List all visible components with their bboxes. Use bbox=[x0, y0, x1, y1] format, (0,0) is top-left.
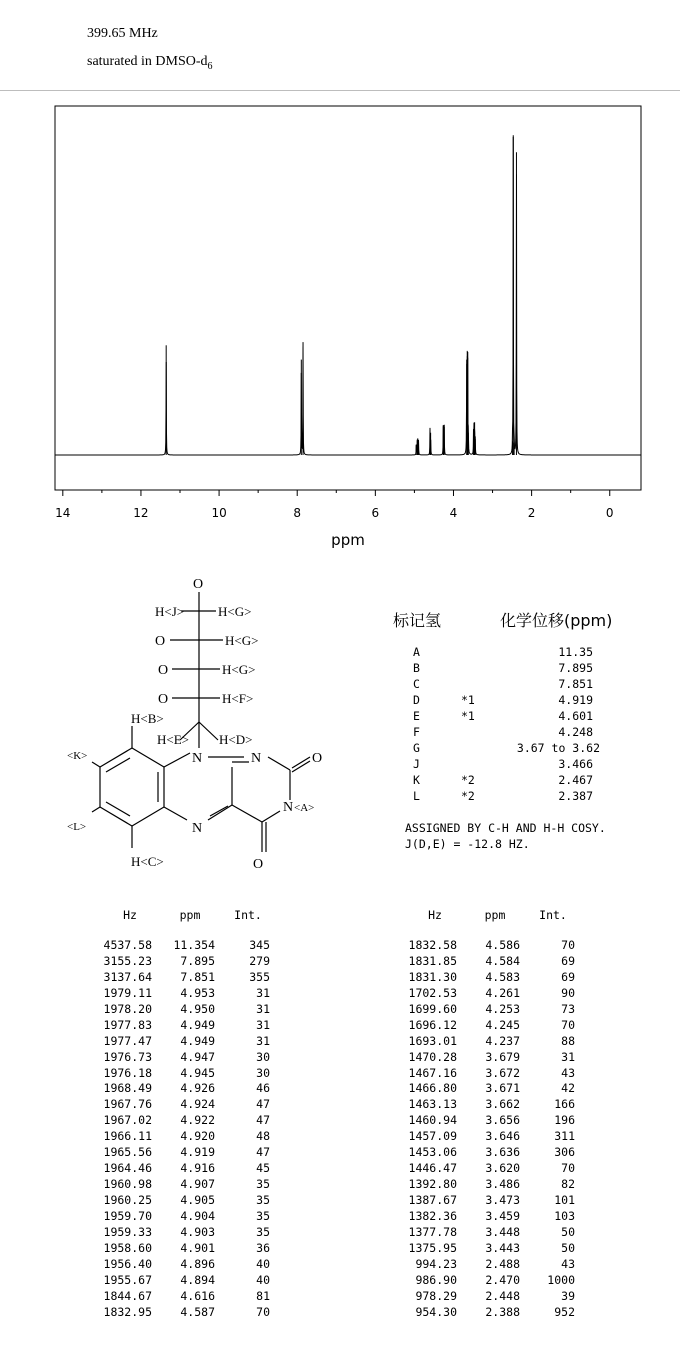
x-axis-ticks bbox=[55, 490, 613, 520]
peak-table-cell: 45 bbox=[256, 1161, 270, 1176]
assignment-row bbox=[413, 772, 593, 788]
peak-table-cell: 1000 bbox=[547, 1272, 575, 1287]
peak-table-cell: 3.646 bbox=[485, 1129, 520, 1144]
peak-table-cell: 4.950 bbox=[180, 1001, 215, 1016]
peak-table-row bbox=[90, 1305, 290, 1321]
peak-table-row bbox=[395, 1050, 595, 1066]
peak-table-row bbox=[90, 1161, 290, 1177]
peak-table-cell: 4.949 bbox=[180, 1017, 215, 1032]
peak-table-cell: 1387.67 bbox=[408, 1193, 457, 1207]
atom-o-top: O bbox=[193, 577, 204, 592]
peak-table-cell: 50 bbox=[561, 1240, 575, 1255]
assignment-row bbox=[413, 740, 600, 756]
peak-table-cell: 31 bbox=[256, 1001, 270, 1016]
label-h-b: H<B> bbox=[131, 711, 164, 726]
x-tick-label-8: 8 bbox=[293, 506, 302, 520]
peak-table-cell: 1699.60 bbox=[408, 1001, 457, 1016]
peak-table-cell: 994.23 bbox=[415, 1256, 457, 1271]
peak-table-cell: 279 bbox=[249, 953, 270, 968]
peak-table-row bbox=[395, 1177, 595, 1193]
nmr-spectrum bbox=[0, 100, 680, 560]
assignment-note: *1 bbox=[461, 693, 475, 707]
assignment-label: A bbox=[413, 645, 420, 659]
peak-table-row bbox=[395, 970, 595, 986]
peak-table-cell: 7.895 bbox=[180, 953, 215, 968]
atom-n-1: N bbox=[251, 751, 262, 766]
peak-table-cell: 4.587 bbox=[180, 1304, 215, 1319]
assignment-value: 11.35 bbox=[558, 645, 593, 659]
peak-table-right bbox=[395, 908, 595, 1321]
peak-table-cell: 70 bbox=[256, 1304, 270, 1319]
peak-table-cell: 1375.95 bbox=[408, 1240, 457, 1255]
peak-table-row bbox=[90, 1273, 290, 1289]
peak-table-cell: 2.470 bbox=[485, 1272, 520, 1287]
assignment-row bbox=[413, 724, 593, 740]
peak-table-cell: 166 bbox=[554, 1097, 575, 1112]
peak-table-cell: 3155.23 bbox=[103, 953, 152, 968]
atom-o-c4: O bbox=[253, 857, 264, 872]
peak-table-cell: 3.486 bbox=[485, 1177, 520, 1192]
peak-table-header-cell: Hz bbox=[428, 908, 442, 922]
peak-table-row bbox=[395, 1097, 595, 1113]
peak-table-row bbox=[90, 1066, 290, 1082]
peak-table-cell: 1377.78 bbox=[408, 1224, 457, 1239]
peak-table-cell: 47 bbox=[256, 1145, 270, 1160]
peak-table-cell: 978.29 bbox=[415, 1288, 457, 1303]
peak-table-row bbox=[90, 986, 290, 1002]
assignment-row bbox=[413, 660, 593, 676]
peak-table-cell: 82 bbox=[561, 1177, 575, 1192]
label-a: <A> bbox=[294, 802, 315, 814]
peak-table-cell: 3137.64 bbox=[103, 969, 152, 984]
peak-table-row bbox=[395, 938, 595, 954]
assignment-header-shift: 化学位移(ppm) bbox=[500, 611, 613, 630]
peak-table-row bbox=[90, 1193, 290, 1209]
peak-table-row bbox=[90, 1241, 290, 1257]
peak-table-row bbox=[395, 1305, 595, 1321]
assignment-row bbox=[413, 756, 593, 772]
peak-table-cell: 1967.02 bbox=[103, 1113, 152, 1128]
peak-table-cell: 3.448 bbox=[485, 1224, 520, 1239]
peak-table-cell: 1977.83 bbox=[103, 1017, 152, 1032]
peak-table-cell: 4.947 bbox=[180, 1049, 215, 1064]
assignment-row bbox=[413, 788, 593, 804]
assignment-value: 4.601 bbox=[558, 709, 593, 723]
assignment-label: E bbox=[413, 709, 420, 723]
peak-table-row bbox=[90, 1050, 290, 1066]
label-h-g-3: H<G> bbox=[222, 662, 256, 677]
peak-table-row bbox=[90, 1018, 290, 1034]
peak-table-row bbox=[90, 1209, 290, 1225]
peak-table-cell: 1696.12 bbox=[408, 1017, 457, 1032]
peak-table-cell: 1831.30 bbox=[408, 969, 457, 984]
peak-table-cell: 4.901 bbox=[180, 1240, 215, 1255]
peak-table-row bbox=[90, 1225, 290, 1241]
peak-table-cell: 40 bbox=[256, 1256, 270, 1271]
peak-table-cell: 1979.11 bbox=[103, 985, 152, 1000]
assignment-label: F bbox=[413, 725, 420, 739]
peak-table-row bbox=[395, 1034, 595, 1050]
assignment-label: K bbox=[413, 773, 420, 787]
peak-table-row bbox=[395, 1209, 595, 1225]
peak-table-row bbox=[90, 1002, 290, 1018]
peak-table-cell: 1832.95 bbox=[103, 1304, 152, 1319]
peak-table-row bbox=[90, 1034, 290, 1050]
label-k: <K> bbox=[67, 750, 88, 762]
peak-table-cell: 1467.16 bbox=[408, 1065, 457, 1080]
peak-table-row bbox=[395, 1289, 595, 1305]
peak-table-cell: 196 bbox=[554, 1113, 575, 1128]
assignment-value: 7.851 bbox=[558, 677, 593, 691]
peak-table-row bbox=[90, 1289, 290, 1305]
peak-table-cell: 4.907 bbox=[180, 1177, 215, 1192]
peak-table-cell: 70 bbox=[561, 1017, 575, 1032]
peak-table-cell: 42 bbox=[561, 1081, 575, 1096]
assignment-note-2: J(D,E) = -12.8 HZ. bbox=[405, 837, 530, 851]
peak-table-cell: 1844.67 bbox=[103, 1288, 152, 1303]
label-h-g-1: H<G> bbox=[218, 604, 252, 619]
peak-table-row bbox=[90, 1081, 290, 1097]
peak-table-cell: 35 bbox=[256, 1224, 270, 1239]
peak-table-cell: 1702.53 bbox=[408, 985, 457, 1000]
peak-table-cell: 1955.67 bbox=[103, 1272, 152, 1287]
assignment-row bbox=[413, 692, 593, 708]
spectrometer-frequency: 399.65 MHz bbox=[87, 26, 158, 41]
peak-table-cell: 1967.76 bbox=[103, 1097, 152, 1112]
peak-table-row bbox=[395, 1018, 595, 1034]
peak-table-cell: 1457.09 bbox=[408, 1129, 457, 1144]
peak-table-cell: 1976.18 bbox=[103, 1065, 152, 1080]
peak-table-cell: 1960.98 bbox=[103, 1177, 152, 1192]
peak-table-cell: 36 bbox=[256, 1240, 270, 1255]
peak-table-header bbox=[395, 908, 595, 938]
peak-table-cell: 35 bbox=[256, 1193, 270, 1207]
peak-table-cell: 50 bbox=[561, 1224, 575, 1239]
peak-table-row bbox=[90, 970, 290, 986]
x-tick-label-6: 6 bbox=[371, 506, 380, 520]
peak-table-row bbox=[395, 1113, 595, 1129]
peak-table-row bbox=[395, 1241, 595, 1257]
peak-table-cell: 3.636 bbox=[485, 1145, 520, 1160]
peak-table-cell: 1832.58 bbox=[408, 938, 457, 952]
peak-table-row bbox=[90, 1129, 290, 1145]
label-h-c: H<C> bbox=[131, 854, 164, 869]
peak-table-cell: 4.922 bbox=[180, 1113, 215, 1128]
peak-table-header-cell: Int. bbox=[234, 908, 262, 922]
peak-table-cell: 1976.73 bbox=[103, 1049, 152, 1064]
assignment-value: 2.387 bbox=[558, 789, 593, 803]
peak-table-row bbox=[395, 1193, 595, 1209]
peak-table-cell: 1453.06 bbox=[408, 1145, 457, 1160]
peak-table-header-cell: Hz bbox=[123, 908, 137, 922]
peak-table-cell: 31 bbox=[256, 1017, 270, 1032]
assignment-value: 7.895 bbox=[558, 661, 593, 675]
x-tick-label-10: 10 bbox=[211, 506, 227, 520]
peak-table-cell: 2.488 bbox=[485, 1256, 520, 1271]
peak-table-cell: 1966.11 bbox=[103, 1129, 152, 1144]
peak-table-cell: 1446.47 bbox=[408, 1161, 457, 1176]
peak-table-cell: 1959.70 bbox=[103, 1208, 152, 1223]
peak-table-cell: 3.662 bbox=[485, 1097, 520, 1112]
plot-frame bbox=[55, 106, 641, 490]
label-h-d: H<D> bbox=[219, 732, 253, 747]
atom-n-3: N bbox=[283, 800, 294, 815]
assignment-header-proton: 标记氢 bbox=[393, 611, 442, 630]
peak-table-cell: 311 bbox=[554, 1129, 575, 1144]
peak-table-cell: 69 bbox=[561, 953, 575, 968]
peak-table-cell: 30 bbox=[256, 1065, 270, 1080]
peak-table-cell: 3.443 bbox=[485, 1240, 520, 1255]
spectrum-trace bbox=[55, 135, 641, 455]
molecule-structure bbox=[60, 568, 360, 878]
peak-table-row bbox=[395, 1066, 595, 1082]
peak-table-header-cell: Int. bbox=[539, 908, 567, 922]
assignment-label: D bbox=[413, 693, 420, 707]
peak-table-row bbox=[90, 1113, 290, 1129]
peak-table-cell: 1831.85 bbox=[408, 953, 457, 968]
peak-table-row bbox=[395, 1257, 595, 1273]
peak-table-cell: 4.920 bbox=[180, 1129, 215, 1144]
peak-table-cell: 73 bbox=[561, 1001, 575, 1016]
assignment-table bbox=[413, 644, 600, 804]
peak-table-row bbox=[90, 1145, 290, 1161]
peak-table-cell: 3.679 bbox=[485, 1049, 520, 1064]
assignment-label: L bbox=[413, 789, 420, 803]
peak-table-cell: 31 bbox=[561, 1049, 575, 1064]
peak-table-cell: 4.945 bbox=[180, 1065, 215, 1080]
peak-table-header bbox=[90, 908, 290, 938]
peak-table-cell: 3.656 bbox=[485, 1113, 520, 1128]
assignment-label: B bbox=[413, 661, 420, 675]
peak-table-row bbox=[395, 954, 595, 970]
peak-table-cell: 1959.33 bbox=[103, 1224, 152, 1239]
peak-table-cell: 69 bbox=[561, 969, 575, 984]
x-tick-label-14: 14 bbox=[55, 506, 71, 520]
peak-table-cell: 4.953 bbox=[180, 985, 215, 1000]
peak-table-cell: 4.261 bbox=[485, 985, 520, 1000]
peak-table-cell: 1964.46 bbox=[103, 1161, 152, 1176]
peak-table-cell: 1460.94 bbox=[408, 1113, 457, 1128]
peak-table-header-cell: ppm bbox=[179, 908, 201, 922]
peak-table-cell: 1392.80 bbox=[408, 1177, 457, 1192]
peak-table-row bbox=[395, 1081, 595, 1097]
peak-table-cell: 90 bbox=[561, 985, 575, 1000]
peak-table-cell: 43 bbox=[561, 1256, 575, 1271]
peak-table-cell: 35 bbox=[256, 1208, 270, 1223]
peak-table-cell: 81 bbox=[256, 1288, 270, 1303]
atom-o-c2: O bbox=[312, 751, 323, 766]
peak-table-cell: 103 bbox=[554, 1208, 575, 1223]
peak-table-row bbox=[395, 1145, 595, 1161]
peak-table-cell: 1965.56 bbox=[103, 1145, 152, 1160]
peak-table-cell: 11.354 bbox=[173, 938, 215, 952]
assignment-value: 3.67 to 3.62 bbox=[516, 741, 600, 755]
peak-table-row bbox=[90, 1097, 290, 1113]
peak-table-cell: 31 bbox=[256, 1033, 270, 1048]
atom-o-2: O bbox=[155, 634, 166, 649]
peak-table-cell: 4.924 bbox=[180, 1097, 215, 1112]
peak-table-cell: 1956.40 bbox=[103, 1256, 152, 1271]
peak-table-cell: 4.916 bbox=[180, 1161, 215, 1176]
peak-table-cell: 101 bbox=[554, 1193, 575, 1207]
peak-table-header-cell: ppm bbox=[484, 908, 506, 922]
peak-table-cell: 30 bbox=[256, 1049, 270, 1064]
label-h-f: H<F> bbox=[222, 691, 254, 706]
label-h-g-2: H<G> bbox=[225, 633, 259, 648]
peak-table-cell: 4.616 bbox=[180, 1288, 215, 1303]
peak-table-cell: 4.904 bbox=[180, 1208, 215, 1223]
peak-table-cell: 1382.36 bbox=[408, 1208, 457, 1223]
peak-table-cell: 986.90 bbox=[415, 1272, 457, 1287]
peak-table-cell: 1978.20 bbox=[103, 1001, 152, 1016]
peak-table-left bbox=[90, 908, 290, 1321]
peak-table-cell: 355 bbox=[249, 969, 270, 984]
peak-table-cell: 1968.49 bbox=[103, 1081, 152, 1096]
peak-table-cell: 3.672 bbox=[485, 1065, 520, 1080]
x-tick-label-4: 4 bbox=[449, 506, 458, 520]
assignment-label: J bbox=[413, 757, 420, 771]
peak-table-cell: 4.949 bbox=[180, 1033, 215, 1048]
peak-table-cell: 7.851 bbox=[180, 969, 215, 984]
assignment-value: 3.466 bbox=[558, 757, 593, 771]
peak-table-cell: 47 bbox=[256, 1097, 270, 1112]
peak-table-cell: 1466.80 bbox=[408, 1081, 457, 1096]
peak-table-cell: 4537.58 bbox=[103, 938, 152, 952]
peak-table-cell: 1960.25 bbox=[103, 1193, 152, 1207]
peak-table-cell: 4.903 bbox=[180, 1224, 215, 1239]
solvent-subscript: 6 bbox=[207, 60, 213, 72]
peak-table-row bbox=[395, 1002, 595, 1018]
peak-table-cell: 88 bbox=[561, 1033, 575, 1048]
peak-table-cell: 39 bbox=[561, 1288, 575, 1303]
peak-table-cell: 952 bbox=[554, 1304, 575, 1319]
peak-table-cell: 35 bbox=[256, 1177, 270, 1192]
peak-table-cell: 2.448 bbox=[485, 1288, 520, 1303]
peak-table-cell: 3.620 bbox=[485, 1161, 520, 1176]
peak-table-cell: 1693.01 bbox=[408, 1033, 457, 1048]
peak-table-cell: 31 bbox=[256, 985, 270, 1000]
assignment-label: G bbox=[413, 741, 420, 755]
peak-table-row bbox=[90, 954, 290, 970]
peak-table-row bbox=[90, 1257, 290, 1273]
assignment-value: 4.919 bbox=[558, 693, 593, 707]
assignment-note: *1 bbox=[461, 709, 475, 723]
peak-table-cell: 48 bbox=[256, 1129, 270, 1144]
label-h-e: H<E> bbox=[157, 732, 189, 747]
peak-table-cell: 4.584 bbox=[485, 953, 520, 968]
peak-table-cell: 3.671 bbox=[485, 1081, 520, 1096]
peak-table-cell: 3.473 bbox=[485, 1193, 520, 1207]
peak-table-cell: 345 bbox=[249, 938, 270, 952]
solvent-text: saturated in DMSO-d bbox=[87, 54, 208, 69]
peak-table-cell: 4.919 bbox=[180, 1145, 215, 1160]
atom-labels bbox=[67, 577, 322, 872]
peak-table-cell: 46 bbox=[256, 1081, 270, 1096]
header-divider bbox=[0, 90, 680, 91]
peak-table-row bbox=[90, 938, 290, 954]
atom-n-5: N bbox=[192, 821, 203, 836]
bond-lines bbox=[92, 592, 310, 852]
peak-table-cell: 43 bbox=[561, 1065, 575, 1080]
peak-table-cell: 306 bbox=[554, 1145, 575, 1160]
peak-table-cell: 4.894 bbox=[180, 1272, 215, 1287]
label-l: <L> bbox=[67, 821, 87, 833]
peak-table-cell: 3.459 bbox=[485, 1208, 520, 1223]
peak-table-cell: 4.237 bbox=[485, 1033, 520, 1048]
peak-table-row bbox=[90, 1177, 290, 1193]
peak-table-cell: 954.30 bbox=[415, 1304, 457, 1319]
peak-table-cell: 4.245 bbox=[485, 1017, 520, 1032]
assignment-value: 2.467 bbox=[558, 773, 593, 787]
assignment-note: *2 bbox=[461, 789, 475, 803]
peak-table-cell: 1958.60 bbox=[103, 1240, 152, 1255]
peak-table-row bbox=[395, 1161, 595, 1177]
assignment-label: C bbox=[413, 677, 420, 691]
peak-table-cell: 4.253 bbox=[485, 1001, 520, 1016]
assignment-row bbox=[413, 708, 593, 724]
assignment-note: *2 bbox=[461, 773, 475, 787]
peak-table-cell: 2.388 bbox=[485, 1304, 520, 1319]
x-tick-label-0: 0 bbox=[605, 506, 614, 520]
x-axis-label: ppm bbox=[331, 531, 365, 549]
x-tick-label-12: 12 bbox=[133, 506, 149, 520]
atom-o-4: O bbox=[158, 692, 169, 707]
peak-table-cell: 4.905 bbox=[180, 1193, 215, 1207]
peak-table-cell: 4.586 bbox=[485, 938, 520, 952]
atom-o-3: O bbox=[158, 663, 169, 678]
peak-table-row bbox=[395, 986, 595, 1002]
peak-table-cell: 40 bbox=[256, 1272, 270, 1287]
peak-table-cell: 1470.28 bbox=[408, 1049, 457, 1064]
peak-table-cell: 1977.47 bbox=[103, 1033, 152, 1048]
peak-table-row bbox=[395, 1225, 595, 1241]
assignment-value: 4.248 bbox=[558, 725, 593, 739]
peak-table-cell: 4.926 bbox=[180, 1081, 215, 1096]
peak-table-cell: 47 bbox=[256, 1113, 270, 1128]
peak-table-cell: 1463.13 bbox=[408, 1097, 457, 1112]
assignment-row bbox=[413, 676, 593, 692]
assignment-note-1: ASSIGNED BY C-H AND H-H COSY. bbox=[405, 821, 606, 835]
atom-n-10: N bbox=[192, 751, 203, 766]
assignment-row bbox=[413, 644, 593, 660]
peak-table-cell: 4.583 bbox=[485, 969, 520, 984]
peak-table-cell: 4.896 bbox=[180, 1256, 215, 1271]
peak-table-row bbox=[395, 1273, 595, 1289]
assignment-notes bbox=[405, 820, 606, 852]
peak-table-cell: 70 bbox=[561, 938, 575, 952]
peak-table-row bbox=[395, 1129, 595, 1145]
x-tick-label-2: 2 bbox=[527, 506, 536, 520]
label-h-j: H<J> bbox=[155, 604, 185, 619]
peak-table-cell: 70 bbox=[561, 1161, 575, 1176]
solvent-info bbox=[87, 54, 213, 72]
